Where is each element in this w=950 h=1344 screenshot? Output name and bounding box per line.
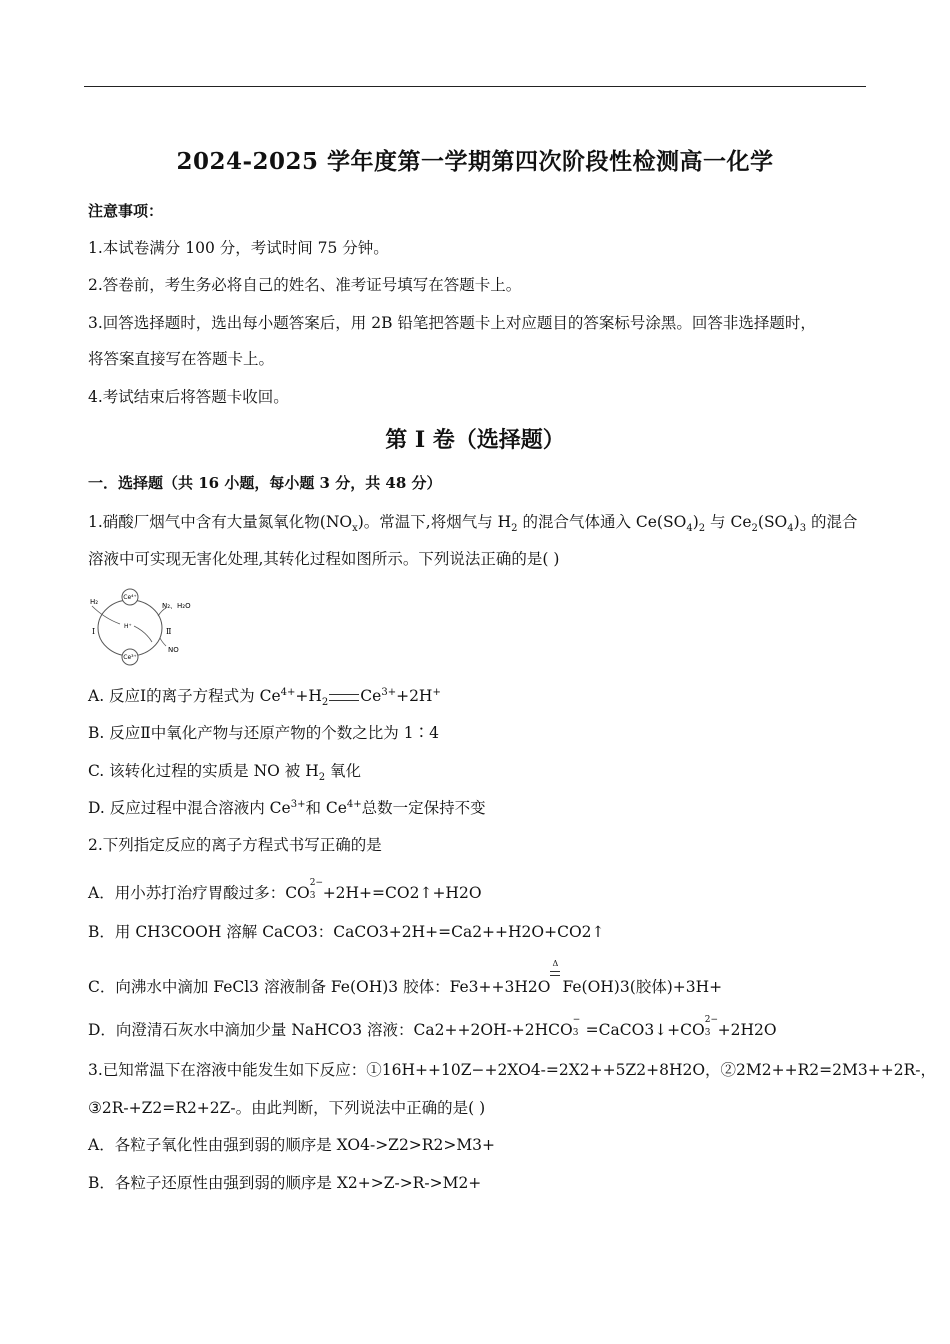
q1-stem-b: )。常温下,将烟气与 H (357, 513, 512, 531)
no-label: NO (168, 646, 179, 654)
q2-optA-up: 2− (309, 878, 324, 888)
step-I-label: Ⅰ (92, 627, 96, 636)
hplus-arrow (134, 626, 152, 642)
q2-optD-charge1 (572, 1015, 581, 1038)
q2-optD-dn2: 3 (704, 1028, 711, 1038)
header-rule (84, 86, 866, 87)
q1-stem-d: ) (692, 513, 699, 531)
q1-stem-e: 与 Ce (705, 513, 752, 531)
q2-optC-end: Fe(OH)3(胶体)+3H+ (562, 978, 723, 996)
q2-optA-end: +2H+=CO2↑+H2O (317, 884, 482, 902)
q3-option-a: A．各粒子氧化性由强到弱的顺序是 XO4->Z2>R2>M3+ (88, 1136, 496, 1154)
notice-heading: 注意事项： (88, 202, 164, 220)
q1-optD-sup1: 3+ (290, 798, 306, 810)
n2-h2o-label: N₂、H₂O (162, 602, 191, 610)
q2-optA-pre: A．用小苏打治疗胃酸过多：CO (88, 884, 310, 902)
q1-optA-sup1: 4+ (280, 686, 296, 698)
q2-optD-up2: 2− (704, 1015, 719, 1025)
q1-optC-end: 氧化 (325, 762, 362, 780)
q2-optD-pre: D．向澄清石灰水中滴加少量 NaHCO3 溶液：Ca2++2OH-+2HCO (88, 1021, 573, 1039)
q1-option-b: B. 反应Ⅱ中氧化产物与还原产物的个数之比为 1∶4 (88, 724, 439, 742)
q1-stem-a: 1.硝酸厂烟气中含有大量氮氧化物(NO (88, 513, 353, 531)
notice-item-4: 4.考试结束后将答题卡收回。 (88, 388, 289, 406)
q1-stem-line2: 溶液中可实现无害化处理,其转化过程如图所示。下列说法正确的是( ) (88, 550, 560, 568)
q3-stem-line1: 3.已知常温下在溶液中能发生如下反应：①16H++10Z−+2XO4-=2X2++5Z2+8H2O，②2M2++R2=2M3++2R-， (88, 1061, 936, 1079)
q2-optD-up1: − (572, 1015, 581, 1025)
q2-stem: 2.下列指定反应的离子方程式书写正确的是 (88, 836, 382, 854)
q2-option-a (88, 878, 482, 903)
q1-stem-g-sub: 3 (799, 523, 807, 535)
q3-option-b: B．各粒子还原性由强到弱的顺序是 X2+>Z->R->M2+ (88, 1174, 482, 1192)
q3-stem-line2: ③2R-+Z2=R2+2Z-。由此判断，下列说法中正确的是( ) (88, 1099, 486, 1117)
q1-stem-c: 的混合气体通入 Ce(SO (517, 513, 687, 531)
q1-optC-sub: 2 (318, 772, 326, 784)
q1-optC-pre: C. 该转化过程的实质是 NO 被 H (88, 762, 319, 780)
hplus-label: H⁺ (124, 623, 132, 630)
q1-optD-sup2: 4+ (346, 798, 362, 810)
ce3-label: Ce³⁺ (123, 654, 137, 661)
q1-optA-sub: 2 (321, 697, 329, 709)
notice-item-2: 2.答卷前，考生务必将自己的姓名、准考证号填写在答题卡上。 (88, 276, 522, 294)
q2-optD-mid: =CaCO3↓+CO (580, 1021, 705, 1039)
notice-item-3-cont: 将答案直接写在答题卡上。 (88, 350, 275, 368)
page-title: 2024-2025 学年度第一学期第四次阶段性检测高一化学 (176, 148, 774, 175)
q1-option-a (88, 684, 441, 708)
q1-optD-end: 总数一定保持不变 (361, 799, 486, 817)
q1-option-d (88, 796, 486, 818)
ce4-label: Ce⁴⁺ (123, 594, 137, 601)
no-arrow (160, 638, 166, 646)
q1-stem-c-sub: 4 (686, 523, 693, 535)
notice-item-3: 3.回答选择题时，选出每小题答案后，用 2B 铅笔把答题卡上对应题目的答案标号涂黑。回答非选择题时， (88, 314, 816, 332)
q1-stem-f: (SO (757, 513, 788, 531)
q1-optA-mid: +H (295, 687, 322, 705)
q2-optD-charge2 (704, 1015, 719, 1038)
q2-optC-pre: C．向沸水中滴加 FeCl3 溶液制备 Fe(OH)3 胶体：Fe3++3H2O (88, 978, 551, 996)
q1-stem-g: ) (793, 513, 800, 531)
q2-option-d (88, 1015, 777, 1040)
q1-optD-pre: D. 反应过程中混合溶液内 Ce (88, 799, 291, 817)
q2-optC-eq (550, 971, 560, 976)
q1-cycle-diagram (86, 586, 226, 670)
q1-stem-d-sub: 2 (698, 523, 706, 535)
q1-optA-mid2: Ce (360, 687, 382, 705)
equation-double-line (329, 694, 359, 701)
step-II-label: Ⅱ (166, 627, 172, 636)
q1-optA-sup3: + (432, 686, 441, 698)
q1-stem-h: 的混合 (806, 513, 858, 531)
q1-stem-a-sub: x (352, 523, 358, 535)
q1-optA-end: +2H (396, 687, 433, 705)
q1-optA-sup2: 3+ (381, 686, 397, 698)
q2-optC-condition (550, 959, 562, 995)
q2-optD-dn1: 3 (572, 1028, 579, 1038)
h2-arrow (92, 606, 120, 624)
q1-stem-b-sub: 2 (511, 523, 518, 535)
q2-option-c (88, 959, 723, 997)
q2-optA-dn: 3 (309, 891, 316, 901)
h2-label: H₂ (90, 598, 99, 606)
q1-stem-e-sub: 2 (751, 523, 758, 535)
notice-item-1: 1.本试卷满分 100 分，考试时间 75 分钟。 (88, 239, 389, 257)
q1-optD-mid: 和 Ce (305, 799, 347, 817)
q2-optC-delta: Δ (552, 959, 559, 968)
q2-optD-end: +2H2O (712, 1021, 777, 1039)
q2-option-b: B．用 CH3COOH 溶解 CaCO3：CaCO3+2H+=Ca2++H2O+CO2↑ (88, 923, 605, 941)
q1-stem-line1 (88, 510, 858, 534)
part-heading: 一．选择题（共 16 小题，每小题 3 分，共 48 分） (88, 474, 442, 492)
section-title: 第 I 卷（选择题） (385, 427, 565, 453)
q1-option-c (88, 759, 361, 783)
q1-optA-pre: A. 反应Ⅰ的离子方程式为 Ce (88, 687, 281, 705)
q1-stem-f-sub: 4 (787, 523, 794, 535)
q2-optA-charge (309, 878, 324, 901)
